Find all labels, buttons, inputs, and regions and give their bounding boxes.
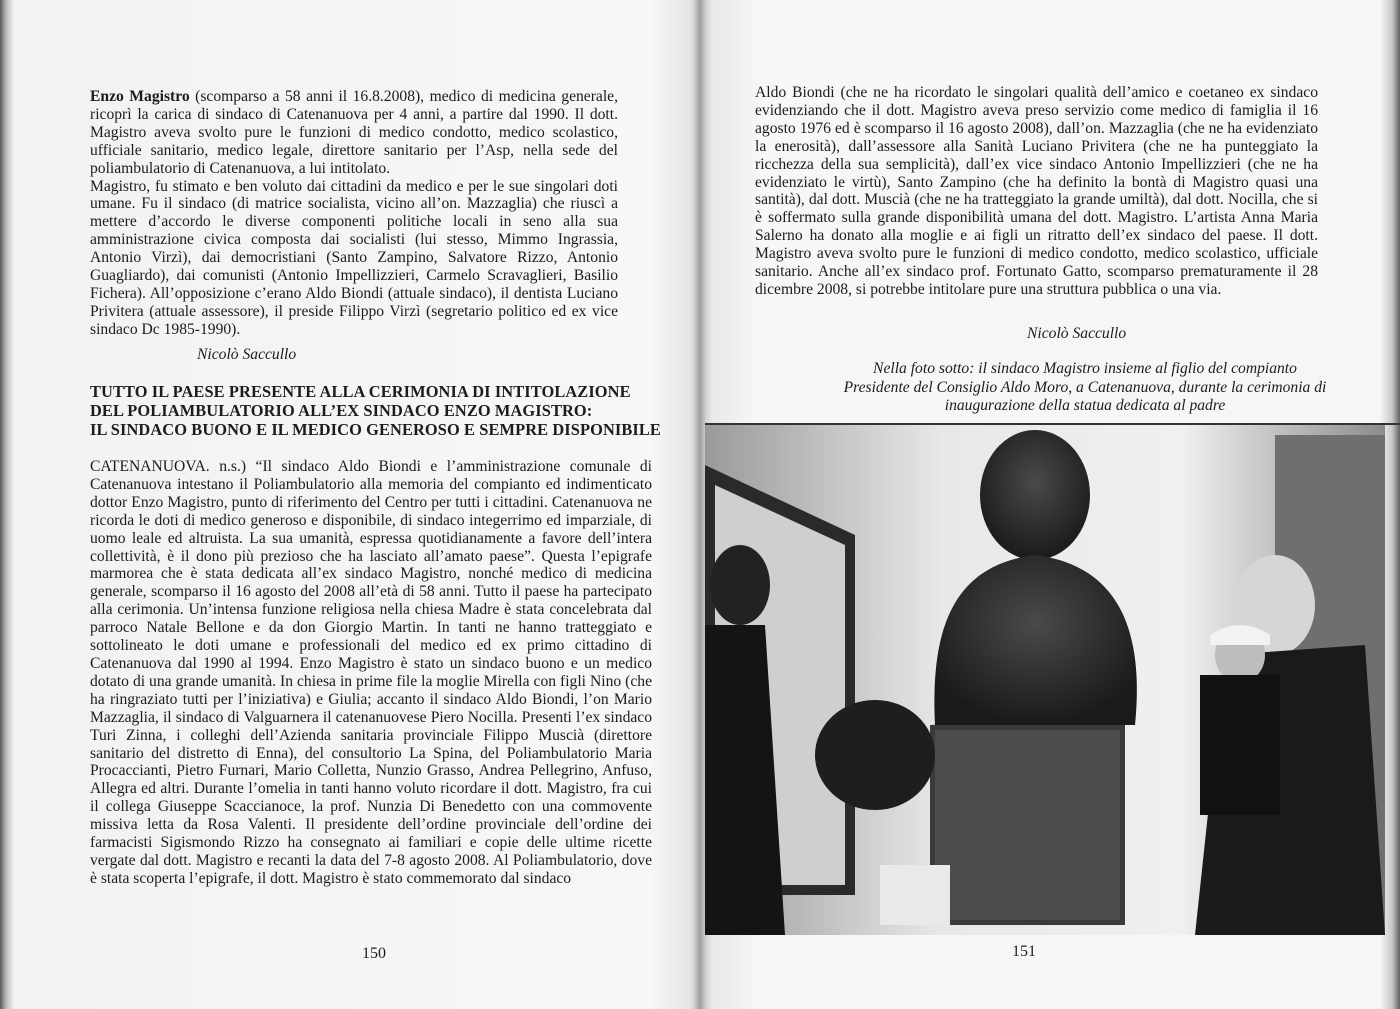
page-number-left: 150 [362, 945, 386, 962]
ceremony-photo-image [705, 425, 1385, 935]
article-paragraph: CATENANUOVA. n.s.) “Il sindaco Aldo Biondi e l’amministrazione comunale di Catenanuova intestano il Poliambulatorio alla memoria del compianto ed indimenticato dottor Enzo Magistro, punto di riferimento del Centro per tutti i cittadini. Catenanuova ne ricorda le doti di medico generoso e disponibile, di sindaco integerrimo ed imparziale, di uomo leale ed altruista. La sua umanità, espressa quotidianamente a favore dell’intera collettività, è il dono più prezioso che ha lasciato all’amato paese”. Questa l’epigrafe marmorea che è stata dedicata all’ex sindaco Magistro, nonché medico di medicina generale, scomparso il 16 agosto del 2008 all’età di 58 anni. Tutto il paese ha partecipato alla cerimonia. Un’intensa funzione religiosa nella chiesa Madre è stata concelebrata dal parroco Natale Bellone e da don Giorgio Martin. In tanti ne hanno tratteggiato e sottolineato le doti umane e professionali del medico ed ex primo cittadino di Catenanuova dal 1990 al 1994. Enzo Magistro è stato un sindaco buono e un medico dotato di una grande umanità. In chiesa in prime file la moglie Mirella con figli Nino (che ha ringraziato tutti per l’iniziativa) e Giulia; accanto il sindaco Aldo Biondi, l’on Mario Mazzaglia, il sindaco di Valguarnera il catenanuovese Piero Nocilla. Presenti l’ex sindaco Turi Zinna, i colleghi dell’Azienda sanitaria provinciale Filippo Muscià (direttore sanitario del distretto di Enna), del consultorio La Spina, del Poliambulatorio Maria Procaccianti, Pietro Furnari, Mario Colletta, Nunzio Grasso, Andrea Pellegrino, Anfuso, Allegra ed altri. Durante l’omelia in tanti hanno voluto ricordare il dott. Magistro, fra cui il collega Giuseppe Scaccianoce, la prof. Nunzia Di Benedetto con una commovente missiva letta da Rosa Valenti. Il presidente dell’ordine provinciale dell’ordine dei farmacisti Sigismondo Rizzo ha consegnato ai familiari e copie delle ultime ricette vergate dal dott. Magistro e recanti la data del 7-8 agosto 2008. Al Poliambulatorio, dove è stata scoperta l’epigrafe, il dott. Magistro è stato commemorato dal sindaco [90, 458, 652, 887]
article-continuation [755, 84, 1318, 299]
article-cont-paragraph: Aldo Biondi (che ne ha ricordato le singolari qualità dell’amico e coetaneo ex sindaco evidenziando che il dott. Magistro aveva preso servizio come medico di famiglia il 16 agosto 1976 ed è scomparso il 16 agosto 2008), dall’on. Mazzaglia (che ne ha evidenziato la enerosità), dall’assessore alla Sanità Luciano Privitera (che ne ha punteggiato la ricchezza della sua semplicità), dall’ex vice sindaco Antonio Impellizzieri (che ne ha evidenziato le virtù), Santo Zampino (che ha definito la bontà di Magistro quasi una santità), dal dott. Muscià (che ne ha tratteggiato la grande umiltà), dal dott. Nocilla, che si è soffermato sulla grande disponibilità umana del dott. Magistro. L’artista Anna Maria Salerno ha donato alla moglie e ai figli un ritratto dell’ex sindaco del paese. Il dott. Magistro aveva svolto pure le funzioni di medico condotto, medico scolastico, ufficiale sanitario. Anche all’ex sindaco prof. Fortunato Gatto, scomparso prematuramente il 28 dicembre 2008, si potrebbe intitolare pure una struttura pubblica o una via. [755, 84, 1318, 298]
headline-line-3: IL SINDACO BUONO E IL MEDICO GENEROSO E SEMPRE DISPONIBILE [90, 420, 661, 439]
caption-line-1: Nella foto sotto: il sindaco Magistro insieme al figlio del compianto [873, 360, 1297, 377]
caption-line-2: Presidente del Consiglio Aldo Moro, a Catenanuova, durante la cerimonia di [843, 378, 1327, 396]
left-page [0, 0, 695, 1009]
ceremony-photo [705, 425, 1385, 935]
intro-name: Enzo Magistro [90, 88, 190, 105]
page-number-right: 151 [1012, 943, 1036, 960]
caption-line-3: inaugurazione della statua dedicata al padre [944, 397, 1226, 414]
article-body [90, 458, 652, 888]
intro-paragraph-2: Magistro, fu stimato e ben voluto dai cittadini da medico e per le sue singolari doti umane. Fu il sindaco (di matrice socialista, vicino all’on. Mazzaglia) che riuscì a mettere d’accordo le diverse componenti politiche locali in seno alla sua amministrazione civica composta dai socialisti (lui stesso, Mimmo Ingrassia, Antonio Virzì), dai democristiani (Santo Zampino, Salvatore Rizzo, Antonio Guagliardo), dai comunisti (Antonio Impellizzieri, Carmelo Scravaglieri, Basilio Fichera). All’opposizione c’erano Aldo Biondi (attuale sindaco), il dentista Luciano Privitera (attuale assessore), il preside Filippo Virzì (segretario politico ed ex vice sindaco Dc 1985-1990). [90, 177, 618, 338]
headline [90, 382, 661, 439]
photo-caption [785, 360, 1385, 416]
right-page [705, 0, 1400, 1009]
headline-line-1: TUTTO IL PAESE PRESENTE ALLA CERIMONIA DI INTITOLAZIONE [90, 382, 631, 401]
intro-block [90, 88, 618, 339]
intro-paragraph [90, 88, 618, 178]
intro-text: (scomparso a 58 anni il 16.8.2008), medico di medicina generale, ricoprì la carica di sindaco di Catenanuova per 4 anni, a partire dal 1990. Il dott. Magistro aveva svolto pure le funzioni di medico condotto, medico scolastico, ufficiale sanitario, medico legale, direttore sanitario per l’Asp, nella sede del poliambulatorio di Catenanuova, a lui intitolato. [90, 88, 618, 177]
headline-line-2: DEL POLIAMBULATORIO ALL’EX SINDACO ENZO MAGISTRO: [90, 401, 593, 420]
left-signature: Nicolò Saccullo [197, 346, 297, 363]
right-signature: Nicolò Saccullo [1027, 325, 1127, 342]
